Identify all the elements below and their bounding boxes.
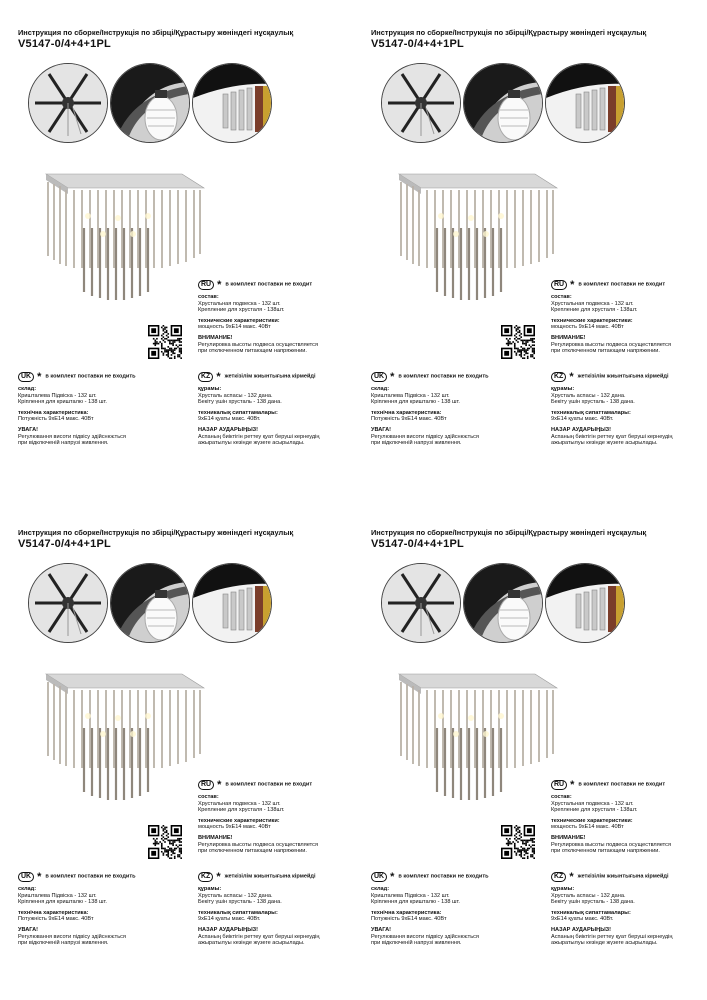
ru-contents-item: Хрустальная подвеска - 132 шт. bbox=[198, 300, 281, 307]
ru-tech-value: мощность 9xE14 макс. 40Вт bbox=[198, 824, 271, 831]
detail-image-bulb bbox=[463, 63, 543, 143]
uk-warning-label: УВАГА! bbox=[18, 426, 39, 433]
uk-tech-label: технічна характеристика: bbox=[18, 409, 89, 416]
ru-tech-label: технические характеристики: bbox=[551, 817, 633, 824]
uk-warning-label: УВАГА! bbox=[18, 926, 39, 933]
uk-not-included-note: в комплект поставки не входить bbox=[45, 373, 136, 380]
instruction-panel bbox=[0, 0, 353, 500]
ru-tech-value: мощность 9xE14 макс. 40Вт bbox=[198, 324, 271, 331]
kz-contents-item: Хрусталь аспасы - 132 дана. bbox=[551, 392, 626, 399]
uk-language-badge: UK bbox=[371, 372, 387, 382]
ru-contents-label: состав: bbox=[198, 794, 219, 800]
ru-not-included-note: в комплект поставки не входит bbox=[578, 281, 666, 288]
uk-contents-item: Кріплення для кришталю - 138 шт. bbox=[371, 899, 460, 906]
qr-code bbox=[501, 825, 535, 859]
kz-section bbox=[198, 872, 319, 947]
uk-tech-value: Потужність 9xE14 макс. 40Вт bbox=[18, 916, 94, 923]
asterisk-icon: * bbox=[570, 278, 575, 291]
uk-warning-text: Регулювання висоти підвісу здійснюється bbox=[18, 433, 126, 440]
kz-warning-text: Аспаның биіктігін реттеу қуат беруші кернеудің bbox=[198, 933, 320, 940]
ru-warning-text: при отключенном питающем напряжении. bbox=[551, 848, 660, 855]
kz-not-included-note: жеткізілім жиынтығына кірмейді bbox=[224, 873, 316, 880]
ru-tech-value: мощность 9xE14 макс. 40Вт bbox=[551, 824, 624, 831]
asterisk-icon: * bbox=[569, 370, 574, 383]
uk-language-badge: UK bbox=[18, 372, 34, 382]
uk-section bbox=[18, 372, 136, 447]
uk-contents-item: Кріплення для кришталю - 138 шт. bbox=[18, 399, 107, 406]
kz-contents-item: Хрусталь аспасы - 132 дана. bbox=[198, 892, 273, 899]
ru-warning-text: Регулировка высоты подвеса осуществляется bbox=[198, 841, 318, 848]
model-number: V5147-0/4+4+1PL bbox=[371, 38, 464, 50]
ru-warning-label: ВНИМАНИЕ! bbox=[198, 834, 233, 841]
ru-warning-label: ВНИМАНИЕ! bbox=[198, 334, 233, 341]
instruction-panel bbox=[353, 0, 706, 500]
model-number: V5147-0/4+4+1PL bbox=[18, 38, 111, 50]
detail-image-mount bbox=[381, 63, 461, 143]
kz-warning-label: НАЗАР АУДАРЫҢЫЗ! bbox=[551, 426, 612, 433]
ru-warning-text: Регулировка высоты подвеса осуществляется bbox=[551, 341, 671, 348]
kz-warning-text: Аспаның биіктігін реттеу қуат беруші кернеудің bbox=[551, 433, 673, 440]
ru-contents-item: Хрустальная подвеска - 132 шт. bbox=[198, 800, 281, 807]
uk-warning-text: Регулювання висоти підвісу здійснюється bbox=[371, 933, 479, 940]
ru-warning-text: Регулировка высоты подвеса осуществляется bbox=[198, 341, 318, 348]
uk-contents-item: Кріплення для кришталю - 138 шт. bbox=[18, 899, 107, 906]
kz-contents-label: құрамы: bbox=[551, 386, 575, 392]
asterisk-icon: * bbox=[216, 870, 221, 883]
uk-warning-text: при відключеній напрузі живлення. bbox=[18, 440, 109, 447]
uk-language-badge: UK bbox=[18, 872, 34, 882]
kz-tech-value: 9xE14 қуаты макс. 40Вт. bbox=[198, 416, 261, 423]
kz-tech-label: техникалық сипаттамалары: bbox=[551, 909, 631, 916]
qr-code bbox=[148, 825, 182, 859]
ru-warning-label: ВНИМАНИЕ! bbox=[551, 834, 586, 841]
uk-tech-label: технічна характеристика: bbox=[371, 409, 442, 416]
kz-language-badge: KZ bbox=[551, 872, 566, 882]
ru-contents-label: состав: bbox=[198, 294, 219, 300]
ru-tech-value: мощность 9xE14 макс. 40Вт bbox=[551, 324, 624, 331]
uk-section bbox=[371, 372, 489, 447]
asterisk-icon: * bbox=[37, 370, 42, 383]
uk-contents-item: Кришталева Підвіска - 132 шт. bbox=[371, 892, 450, 899]
ru-section bbox=[551, 780, 671, 855]
kz-warning-text: ажыратылуы кезінде жүзеге асырылады. bbox=[551, 940, 658, 947]
kz-tech-value: 9xE14 қуаты макс. 40Вт. bbox=[551, 416, 614, 423]
uk-tech-value: Потужність 9xE14 макс. 40Вт bbox=[371, 916, 447, 923]
model-number: V5147-0/4+4+1PL bbox=[371, 538, 464, 550]
ru-contents-item: Хрустальная подвеска - 132 шт. bbox=[551, 800, 634, 807]
instruction-panel bbox=[353, 500, 706, 1000]
kz-tech-label: техникалық сипаттамалары: bbox=[198, 909, 278, 916]
asterisk-icon: * bbox=[570, 778, 575, 791]
qr-code bbox=[148, 325, 182, 359]
ru-tech-label: технические характеристики: bbox=[551, 317, 633, 324]
uk-tech-label: технічна характеристика: bbox=[371, 909, 442, 916]
ru-not-included-note: в комплект поставки не входит bbox=[225, 781, 313, 788]
uk-contents-label: склад: bbox=[18, 386, 37, 392]
detail-image-bulb bbox=[110, 563, 190, 643]
kz-contents-item: Бекіту үшін хрусталь - 138 дана. bbox=[198, 399, 282, 406]
kz-not-included-note: жеткізілім жиынтығына кірмейді bbox=[224, 373, 316, 380]
uk-tech-value: Потужність 9xE14 макс. 40Вт bbox=[371, 416, 447, 423]
kz-section bbox=[551, 872, 672, 947]
uk-warning-text: при відключеній напрузі живлення. bbox=[371, 440, 462, 447]
uk-language-badge: UK bbox=[371, 872, 387, 882]
instruction-panel bbox=[0, 500, 353, 1000]
detail-image-crystal bbox=[545, 63, 625, 143]
instruction-title: Инструкция по сборке/Інструкція по збірці/Құрастыру жөніндегі нұсқаулық bbox=[18, 528, 294, 537]
uk-contents-label: склад: bbox=[18, 886, 37, 892]
kz-warning-label: НАЗАР АУДАРЫҢЫЗ! bbox=[198, 926, 259, 933]
kz-contents-label: құрамы: bbox=[198, 386, 222, 392]
uk-contents-item: Кришталева Підвіска - 132 шт. bbox=[371, 392, 450, 399]
uk-tech-label: технічна характеристика: bbox=[18, 909, 89, 916]
uk-warning-text: Регулювання висоти підвісу здійснюється bbox=[18, 933, 126, 940]
uk-contents-item: Кришталева Підвіска - 132 шт. bbox=[18, 892, 97, 899]
ru-warning-text: Регулировка высоты подвеса осуществляется bbox=[551, 841, 671, 848]
ru-contents-label: состав: bbox=[551, 294, 572, 300]
uk-warning-text: при відключеній напрузі живлення. bbox=[371, 940, 462, 947]
kz-tech-value: 9xE14 қуаты макс. 40Вт. bbox=[198, 916, 261, 923]
kz-warning-text: Аспаның биіктігін реттеу қуат беруші кернеудің bbox=[198, 433, 320, 440]
ru-not-included-note: в комплект поставки не входит bbox=[578, 781, 666, 788]
kz-warning-label: НАЗАР АУДАРЫҢЫЗ! bbox=[198, 426, 259, 433]
ru-not-included-note: в комплект поставки не входит bbox=[225, 281, 313, 288]
kz-section bbox=[198, 372, 319, 447]
detail-image-mount bbox=[381, 563, 461, 643]
detail-image-mount bbox=[28, 563, 108, 643]
asterisk-icon: * bbox=[217, 778, 222, 791]
uk-warning-label: УВАГА! bbox=[371, 426, 392, 433]
ru-language-badge: RU bbox=[551, 780, 567, 790]
uk-not-included-note: в комплект поставки не входить bbox=[398, 373, 489, 380]
kz-contents-item: Бекіту үшін хрусталь - 138 дана. bbox=[198, 899, 282, 906]
ru-contents-item: Крепление для хрусталя - 138шт. bbox=[198, 307, 285, 314]
kz-not-included-note: жеткізілім жиынтығына кірмейді bbox=[577, 373, 669, 380]
kz-contents-item: Хрусталь аспасы - 132 дана. bbox=[551, 892, 626, 899]
ru-section bbox=[198, 780, 318, 855]
kz-contents-label: құрамы: bbox=[198, 886, 222, 892]
kz-warning-text: Аспаның биіктігін реттеу қуат беруші кернеудің bbox=[551, 933, 673, 940]
kz-section bbox=[551, 372, 672, 447]
kz-contents-label: құрамы: bbox=[551, 886, 575, 892]
kz-warning-text: ажыратылуы кезінде жүзеге асырылады. bbox=[198, 440, 305, 447]
kz-language-badge: KZ bbox=[551, 372, 566, 382]
kz-tech-label: техникалық сипаттамалары: bbox=[551, 409, 631, 416]
uk-section bbox=[18, 872, 136, 947]
uk-contents-label: склад: bbox=[371, 386, 390, 392]
instruction-title: Инструкция по сборке/Інструкція по збірці/Құрастыру жөніндегі нұсқаулық bbox=[18, 28, 294, 37]
ru-language-badge: RU bbox=[198, 280, 214, 290]
kz-contents-item: Бекіту үшін хрусталь - 138 дана. bbox=[551, 399, 635, 406]
detail-image-crystal bbox=[545, 563, 625, 643]
ru-contents-item: Крепление для хрусталя - 138шт. bbox=[551, 807, 638, 814]
ru-contents-label: состав: bbox=[551, 794, 572, 800]
detail-image-bulb bbox=[110, 63, 190, 143]
detail-image-mount bbox=[28, 63, 108, 143]
asterisk-icon: * bbox=[37, 870, 42, 883]
chandelier-image bbox=[28, 668, 208, 808]
uk-contents-item: Кришталева Підвіска - 132 шт. bbox=[18, 392, 97, 399]
kz-tech-label: техникалық сипаттамалары: bbox=[198, 409, 278, 416]
asterisk-icon: * bbox=[390, 370, 395, 383]
ru-language-badge: RU bbox=[198, 780, 214, 790]
kz-contents-item: Бекіту үшін хрусталь - 138 дана. bbox=[551, 899, 635, 906]
ru-warning-text: при отключенном питающем напряжении. bbox=[198, 348, 307, 355]
model-number: V5147-0/4+4+1PL bbox=[18, 538, 111, 550]
ru-warning-text: при отключенном питающем напряжении. bbox=[198, 848, 307, 855]
detail-image-crystal bbox=[192, 563, 272, 643]
instruction-title: Инструкция по сборке/Інструкція по збірці/Құрастыру жөніндегі нұсқаулық bbox=[371, 28, 647, 37]
ru-warning-label: ВНИМАНИЕ! bbox=[551, 334, 586, 341]
qr-code bbox=[501, 325, 535, 359]
ru-tech-label: технические характеристики: bbox=[198, 317, 280, 324]
asterisk-icon: * bbox=[216, 370, 221, 383]
uk-contents-item: Кріплення для кришталю - 138 шт. bbox=[371, 399, 460, 406]
asterisk-icon: * bbox=[390, 870, 395, 883]
kz-warning-label: НАЗАР АУДАРЫҢЫЗ! bbox=[551, 926, 612, 933]
ru-warning-text: при отключенном питающем напряжении. bbox=[551, 348, 660, 355]
kz-warning-text: ажыратылуы кезінде жүзеге асырылады. bbox=[198, 940, 305, 947]
chandelier-image bbox=[381, 668, 561, 808]
uk-warning-text: Регулювання висоти підвісу здійснюється bbox=[371, 433, 479, 440]
uk-warning-text: при відключеній напрузі живлення. bbox=[18, 940, 109, 947]
asterisk-icon: * bbox=[217, 278, 222, 291]
uk-contents-label: склад: bbox=[371, 886, 390, 892]
kz-warning-text: ажыратылуы кезінде жүзеге асырылады. bbox=[551, 440, 658, 447]
ru-contents-item: Крепление для хрусталя - 138шт. bbox=[551, 307, 638, 314]
kz-language-badge: KZ bbox=[198, 872, 213, 882]
kz-not-included-note: жеткізілім жиынтығына кірмейді bbox=[577, 873, 669, 880]
chandelier-image bbox=[381, 168, 561, 308]
uk-not-included-note: в комплект поставки не входить bbox=[398, 873, 489, 880]
asterisk-icon: * bbox=[569, 870, 574, 883]
ru-tech-label: технические характеристики: bbox=[198, 817, 280, 824]
uk-warning-label: УВАГА! bbox=[371, 926, 392, 933]
detail-image-crystal bbox=[192, 63, 272, 143]
kz-tech-value: 9xE14 қуаты макс. 40Вт. bbox=[551, 916, 614, 923]
kz-language-badge: KZ bbox=[198, 372, 213, 382]
ru-section bbox=[551, 280, 671, 355]
ru-section bbox=[198, 280, 318, 355]
kz-contents-item: Хрусталь аспасы - 132 дана. bbox=[198, 392, 273, 399]
uk-section bbox=[371, 872, 489, 947]
detail-image-bulb bbox=[463, 563, 543, 643]
ru-contents-item: Крепление для хрусталя - 138шт. bbox=[198, 807, 285, 814]
uk-not-included-note: в комплект поставки не входить bbox=[45, 873, 136, 880]
chandelier-image bbox=[28, 168, 208, 308]
instruction-title: Инструкция по сборке/Інструкція по збірці/Құрастыру жөніндегі нұсқаулық bbox=[371, 528, 647, 537]
ru-contents-item: Хрустальная подвеска - 132 шт. bbox=[551, 300, 634, 307]
uk-tech-value: Потужність 9xE14 макс. 40Вт bbox=[18, 416, 94, 423]
ru-language-badge: RU bbox=[551, 280, 567, 290]
